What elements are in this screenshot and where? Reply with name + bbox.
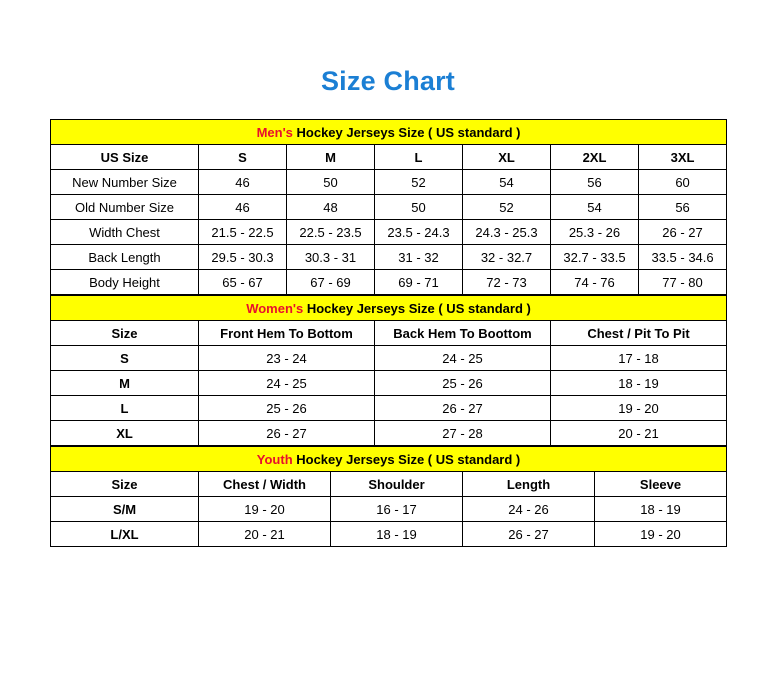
womens-row-1-cell-1: 25 - 26: [375, 371, 551, 396]
mens-row-1-cell-5: 56: [639, 195, 727, 220]
mens-row-0-cell-2: 52: [375, 170, 463, 195]
womens-row-2-cell-0: 25 - 26: [199, 396, 375, 421]
mens-header-accent: Men's: [256, 124, 293, 140]
youth-row-1-cell-3: 19 - 20: [595, 522, 727, 547]
womens-row-2-cell-2: 19 - 20: [551, 396, 727, 421]
youth-col-head-0: Size: [51, 472, 199, 497]
youth-row-0-cell-3: 18 - 19: [595, 497, 727, 522]
mens-row-4-cell-3: 72 - 73: [463, 270, 551, 295]
womens-header-rest: Hockey Jerseys Size ( US standard ): [303, 300, 531, 316]
mens-row-0-label: New Number Size: [51, 170, 199, 195]
youth-header-rest: Hockey Jerseys Size ( US standard ): [292, 451, 521, 467]
mens-row-3-cell-2: 31 - 32: [375, 245, 463, 270]
womens-section-header: [51, 296, 727, 321]
mens-col-head-2: M: [287, 145, 375, 170]
womens-row-1-label: M: [51, 371, 199, 396]
mens-header-rest: Hockey Jerseys Size ( US standard ): [292, 124, 521, 140]
youth-row-0-cell-1: 16 - 17: [331, 497, 463, 522]
mens-row-2-cell-3: 24.3 - 25.3: [463, 220, 551, 245]
youth-row-0-cell-2: 24 - 26: [463, 497, 595, 522]
size-chart-tables: [50, 95, 726, 547]
table-row: [51, 522, 727, 547]
mens-row-3-label: Back Length: [51, 245, 199, 270]
mens-row-3-cell-0: 29.5 - 30.3: [199, 245, 287, 270]
mens-row-2-cell-2: 23.5 - 24.3: [375, 220, 463, 245]
mens-row-4-cell-2: 69 - 71: [375, 270, 463, 295]
mens-row-1-cell-2: 50: [375, 195, 463, 220]
womens-col-head-3: Chest / Pit To Pit: [551, 321, 727, 346]
mens-col-head-5: 2XL: [551, 145, 639, 170]
womens-row-3-label: XL: [51, 421, 199, 446]
youth-size-table: [50, 446, 727, 547]
table-row: [51, 170, 727, 195]
table-row: [51, 195, 727, 220]
youth-header-accent: Youth: [256, 451, 293, 467]
womens-row-2-label: L: [51, 396, 199, 421]
page-title: Size Chart: [320, 66, 456, 96]
womens-row-0-cell-0: 23 - 24: [199, 346, 375, 371]
womens-row-0-cell-2: 17 - 18: [551, 346, 727, 371]
youth-row-0-cell-0: 19 - 20: [199, 497, 331, 522]
youth-col-head-2: Shoulder: [331, 472, 463, 497]
mens-row-4-cell-4: 74 - 76: [551, 270, 639, 295]
mens-row-2-cell-5: 26 - 27: [639, 220, 727, 245]
table-row: [51, 371, 727, 396]
mens-col-head-6: 3XL: [639, 145, 727, 170]
youth-section-header-row: [51, 447, 727, 472]
mens-section-header-row: [51, 120, 727, 145]
youth-col-head-3: Length: [463, 472, 595, 497]
womens-row-2-cell-1: 26 - 27: [375, 396, 551, 421]
mens-col-head-3: L: [375, 145, 463, 170]
youth-row-1-label: L/XL: [51, 522, 199, 547]
mens-row-1-cell-4: 54: [551, 195, 639, 220]
mens-row-3-cell-3: 32 - 32.7: [463, 245, 551, 270]
mens-row-1-cell-0: 46: [199, 195, 287, 220]
mens-row-0-cell-5: 60: [639, 170, 727, 195]
mens-col-head-0: US Size: [51, 145, 199, 170]
mens-row-4-cell-5: 77 - 80: [639, 270, 727, 295]
mens-section-header: [51, 120, 727, 145]
youth-row-1-cell-1: 18 - 19: [331, 522, 463, 547]
mens-row-1-label: Old Number Size: [51, 195, 199, 220]
youth-row-1-cell-2: 26 - 27: [463, 522, 595, 547]
youth-col-head-1: Chest / Width: [199, 472, 331, 497]
youth-row-0-label: S/M: [51, 497, 199, 522]
mens-row-3-cell-1: 30.3 - 31: [287, 245, 375, 270]
mens-row-0-cell-3: 54: [463, 170, 551, 195]
womens-section-header-row: [51, 296, 727, 321]
womens-column-header-row: [51, 321, 727, 346]
womens-row-1-cell-0: 24 - 25: [199, 371, 375, 396]
womens-col-head-2: Back Hem To Boottom: [375, 321, 551, 346]
mens-col-head-1: S: [199, 145, 287, 170]
womens-row-3-cell-2: 20 - 21: [551, 421, 727, 446]
mens-row-4-label: Body Height: [51, 270, 199, 295]
mens-row-0-cell-1: 50: [287, 170, 375, 195]
table-row: [51, 396, 727, 421]
youth-section-header: [51, 447, 727, 472]
mens-row-3-cell-4: 32.7 - 33.5: [551, 245, 639, 270]
womens-row-1-cell-2: 18 - 19: [551, 371, 727, 396]
table-row: [51, 346, 727, 371]
mens-column-header-row: [51, 145, 727, 170]
table-row: [51, 270, 727, 295]
table-row: [51, 245, 727, 270]
womens-header-accent: Women's: [246, 300, 304, 316]
mens-row-0-cell-4: 56: [551, 170, 639, 195]
table-row: [51, 220, 727, 245]
mens-row-2-cell-4: 25.3 - 26: [551, 220, 639, 245]
mens-col-head-4: XL: [463, 145, 551, 170]
youth-row-1-cell-0: 20 - 21: [199, 522, 331, 547]
mens-row-4-cell-0: 65 - 67: [199, 270, 287, 295]
table-row: [51, 421, 727, 446]
mens-row-1-cell-3: 52: [463, 195, 551, 220]
youth-column-header-row: [51, 472, 727, 497]
mens-row-2-cell-1: 22.5 - 23.5: [287, 220, 375, 245]
womens-col-head-1: Front Hem To Bottom: [199, 321, 375, 346]
womens-row-0-cell-1: 24 - 25: [375, 346, 551, 371]
womens-size-table: [50, 295, 727, 446]
table-row: [51, 497, 727, 522]
mens-row-2-cell-0: 21.5 - 22.5: [199, 220, 287, 245]
womens-row-0-label: S: [51, 346, 199, 371]
mens-row-4-cell-1: 67 - 69: [287, 270, 375, 295]
mens-row-1-cell-1: 48: [287, 195, 375, 220]
womens-row-3-cell-0: 26 - 27: [199, 421, 375, 446]
mens-row-3-cell-5: 33.5 - 34.6: [639, 245, 727, 270]
mens-row-0-cell-0: 46: [199, 170, 287, 195]
mens-size-table: [50, 119, 727, 295]
youth-col-head-4: Sleeve: [595, 472, 727, 497]
womens-col-head-0: Size: [51, 321, 199, 346]
womens-row-3-cell-1: 27 - 28: [375, 421, 551, 446]
mens-row-2-label: Width Chest: [51, 220, 199, 245]
